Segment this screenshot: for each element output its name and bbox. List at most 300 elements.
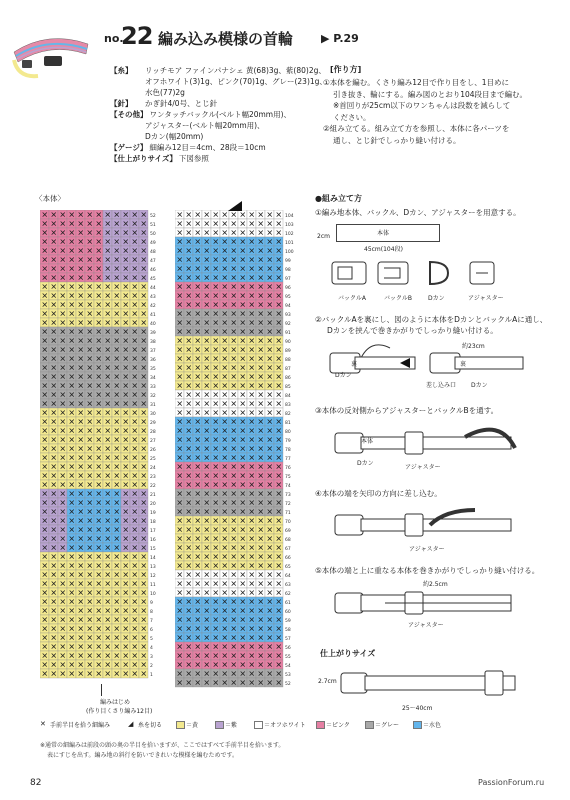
stitch-symbol: ✕ xyxy=(41,651,49,661)
stitch-symbol: ✕ xyxy=(212,552,220,562)
stitch-symbol: ✕ xyxy=(212,255,220,265)
row-number: 77 xyxy=(285,457,291,462)
stitch-symbol: ✕ xyxy=(176,453,184,463)
stitch-symbol: ✕ xyxy=(113,669,121,679)
stitch-symbol: ✕ xyxy=(257,525,265,535)
stitch-symbol: ✕ xyxy=(68,471,76,481)
stitch-symbol: ✕ xyxy=(239,408,247,418)
stitch-symbol: ✕ xyxy=(275,354,283,364)
row-number: 56 xyxy=(285,646,291,651)
assembly-step-2b: Dカンを挟んで巻きかがりでしっかり縫い付ける。 xyxy=(327,326,498,335)
chart-section-label: 〈本体〉 xyxy=(35,194,65,203)
stitch-symbol: ✕ xyxy=(176,588,184,598)
stitch-symbol: ✕ xyxy=(266,417,274,427)
stitch-symbol: ✕ xyxy=(122,642,130,652)
stitch-symbol: ✕ xyxy=(104,462,112,472)
stitch-symbol: ✕ xyxy=(86,597,94,607)
stitch-symbol: ✕ xyxy=(248,651,256,661)
stitch-symbol: ✕ xyxy=(185,210,193,220)
stitch-symbol: ✕ xyxy=(95,660,103,670)
stitch-symbol: ✕ xyxy=(212,327,220,337)
step2-length-label: 約23cm xyxy=(462,343,485,350)
stitch-symbol: ✕ xyxy=(68,561,76,571)
stitch-symbol: ✕ xyxy=(176,678,184,688)
stitch-symbol: ✕ xyxy=(50,498,58,508)
stitch-symbol: ✕ xyxy=(176,561,184,571)
stitch-symbol: ✕ xyxy=(203,327,211,337)
stitch-symbol: ✕ xyxy=(59,615,67,625)
stitch-symbol: ✕ xyxy=(50,255,58,265)
stitch-symbol: ✕ xyxy=(248,291,256,301)
stitch-symbol: ✕ xyxy=(176,633,184,643)
stitch-symbol: ✕ xyxy=(77,516,85,526)
stitch-symbol: ✕ xyxy=(104,642,112,652)
stitch-symbol: ✕ xyxy=(122,363,130,373)
stitch-symbol: ✕ xyxy=(203,453,211,463)
stitch-symbol: ✕ xyxy=(266,651,274,661)
stitch-symbol: ✕ xyxy=(68,390,76,400)
stitch-symbol: ✕ xyxy=(185,570,193,580)
stitch-symbol: ✕ xyxy=(77,552,85,562)
stitch-symbol: ✕ xyxy=(176,570,184,580)
stitch-symbol: ✕ xyxy=(239,444,247,454)
stitch-symbol: ✕ xyxy=(176,543,184,553)
stitch-symbol: ✕ xyxy=(50,606,58,616)
stitch-symbol: ✕ xyxy=(86,615,94,625)
stitch-symbol: ✕ xyxy=(95,669,103,679)
stitch-symbol: ✕ xyxy=(221,597,229,607)
instruction-line: 引き抜き、輪にする。編み図のとおり104段目まで編む。 xyxy=(333,89,528,99)
stitch-symbol: ✕ xyxy=(248,507,256,517)
stitch-symbol: ✕ xyxy=(239,507,247,517)
stitch-symbol: ✕ xyxy=(140,309,148,319)
stitch-symbol: ✕ xyxy=(50,462,58,472)
stitch-symbol: ✕ xyxy=(113,552,121,562)
stitch-symbol: ✕ xyxy=(239,318,247,328)
spec-value: Dカン(幅20mm) xyxy=(145,132,204,141)
stitch-symbol: ✕ xyxy=(203,462,211,472)
page-title: 編み込み模様の首輪 xyxy=(158,30,294,48)
stitch-symbol: ✕ xyxy=(113,246,121,256)
stitch-symbol: ✕ xyxy=(140,408,148,418)
stitch-symbol: ✕ xyxy=(95,291,103,301)
stitch-symbol: ✕ xyxy=(248,210,256,220)
row-number: 88 xyxy=(285,358,291,363)
stitch-symbol: ✕ xyxy=(275,390,283,400)
spec-value: オフホワイト(3)1g、ピンク(70)1g、グレー(23)1g、 xyxy=(145,77,327,86)
stitch-symbol: ✕ xyxy=(41,471,49,481)
stitch-symbol: ✕ xyxy=(95,588,103,598)
stitch-symbol: ✕ xyxy=(140,444,148,454)
row-number: 67 xyxy=(285,547,291,552)
spec-value: ワンタッチバックル(ベルト幅20mm用)、 xyxy=(149,110,292,119)
stitch-symbol: ✕ xyxy=(86,561,94,571)
stitch-symbol: ✕ xyxy=(113,354,121,364)
stitch-symbol: ✕ xyxy=(176,552,184,562)
stitch-symbol: ✕ xyxy=(185,435,193,445)
stitch-symbol: ✕ xyxy=(185,219,193,229)
stitch-symbol: ✕ xyxy=(77,291,85,301)
row-number: 59 xyxy=(285,619,291,624)
row-number: 51 xyxy=(150,223,156,228)
step2-back-label: 裏 xyxy=(351,361,358,368)
stitch-symbol: ✕ xyxy=(239,543,247,553)
stitch-symbol: ✕ xyxy=(86,462,94,472)
body-strip-label: 本体 xyxy=(377,230,390,237)
stitch-symbol: ✕ xyxy=(104,291,112,301)
stitch-symbol: ✕ xyxy=(86,291,94,301)
stitch-symbol: ✕ xyxy=(221,534,229,544)
stitch-symbol: ✕ xyxy=(140,327,148,337)
stitch-symbol: ✕ xyxy=(86,606,94,616)
stitch-symbol: ✕ xyxy=(212,471,220,481)
step2-sashikomi-label: 差し込み口 xyxy=(426,382,457,389)
stitch-symbol: ✕ xyxy=(122,444,130,454)
stitch-symbol: ✕ xyxy=(239,534,247,544)
stitch-symbol: ✕ xyxy=(203,579,211,589)
stitch-symbol: ✕ xyxy=(194,219,202,229)
stitch-symbol: ✕ xyxy=(185,561,193,571)
stitch-symbol: ✕ xyxy=(185,624,193,634)
stitch-symbol: ✕ xyxy=(257,444,265,454)
row-number: 92 xyxy=(285,322,291,327)
stitch-symbol: ✕ xyxy=(95,651,103,661)
stitch-symbol: ✕ xyxy=(212,390,220,400)
stitch-symbol: ✕ xyxy=(203,399,211,409)
stitch-symbol: ✕ xyxy=(185,597,193,607)
row-number: 100 xyxy=(285,250,294,255)
stitch-symbol: ✕ xyxy=(122,552,130,562)
stitch-symbol: ✕ xyxy=(104,435,112,445)
stitch-symbol: ✕ xyxy=(221,516,229,526)
stitch-symbol: ✕ xyxy=(140,606,148,616)
stitch-symbol: ✕ xyxy=(140,588,148,598)
stitch-symbol: ✕ xyxy=(131,273,139,283)
legend-text: 手前半目を拾う細編み xyxy=(50,722,111,729)
stitch-symbol: ✕ xyxy=(86,651,94,661)
stitch-symbol: ✕ xyxy=(77,651,85,661)
instruction-line: ①本体を編む。くさり編み12目で作り目をし、1目めに xyxy=(323,78,510,87)
stitch-symbol: ✕ xyxy=(59,570,67,580)
row-number: 58 xyxy=(285,628,291,633)
stitch-symbol: ✕ xyxy=(113,588,121,598)
row-number: 57 xyxy=(285,637,291,642)
stitch-symbol: ✕ xyxy=(122,561,130,571)
stitch-symbol: ✕ xyxy=(104,408,112,418)
stitch-symbol: ✕ xyxy=(239,327,247,337)
stitch-symbol: ✕ xyxy=(41,273,49,283)
stitch-symbol: ✕ xyxy=(140,345,148,355)
stitch-symbol: ✕ xyxy=(131,624,139,634)
stitch-symbol: ✕ xyxy=(86,489,94,499)
row-number: 53 xyxy=(285,673,291,678)
stitch-symbol: ✕ xyxy=(41,417,49,427)
stitch-symbol: ✕ xyxy=(122,489,130,499)
stitch-symbol: ✕ xyxy=(59,219,67,229)
stitch-symbol: ✕ xyxy=(248,444,256,454)
stitch-symbol: ✕ xyxy=(50,570,58,580)
stitch-symbol: ✕ xyxy=(131,507,139,517)
stitch-symbol: ✕ xyxy=(77,660,85,670)
stitch-symbol: ✕ xyxy=(257,255,265,265)
stitch-symbol: ✕ xyxy=(59,255,67,265)
stitch-symbol: ✕ xyxy=(257,588,265,598)
stitch-symbol: ✕ xyxy=(104,273,112,283)
stitch-symbol: ✕ xyxy=(131,552,139,562)
stitch-symbol: ✕ xyxy=(59,318,67,328)
stitch-symbol: ✕ xyxy=(86,660,94,670)
row-number: 22 xyxy=(150,484,156,489)
row-number: 52 xyxy=(285,682,291,687)
stitch-symbol: ✕ xyxy=(230,426,238,436)
stitch-symbol: ✕ xyxy=(194,318,202,328)
stitch-symbol: ✕ xyxy=(68,426,76,436)
stitch-symbol: ✕ xyxy=(68,642,76,652)
stitch-symbol: ✕ xyxy=(77,534,85,544)
stitch-symbol: ✕ xyxy=(140,471,148,481)
cut-yarn-marker-icon xyxy=(228,201,242,211)
stitch-symbol: ✕ xyxy=(50,543,58,553)
stitch-symbol: ✕ xyxy=(50,219,58,229)
stitch-symbol: ✕ xyxy=(176,309,184,319)
stitch-symbol: ✕ xyxy=(122,453,130,463)
stitch-symbol: ✕ xyxy=(104,615,112,625)
stitch-symbol: ✕ xyxy=(266,435,274,445)
stitch-symbol: ✕ xyxy=(203,291,211,301)
stitch-symbol: ✕ xyxy=(230,255,238,265)
stitch-symbol: ✕ xyxy=(275,633,283,643)
stitch-symbol: ✕ xyxy=(59,498,67,508)
stitch-symbol: ✕ xyxy=(122,228,130,238)
stitch-symbol: ✕ xyxy=(230,642,238,652)
stitch-symbol: ✕ xyxy=(41,327,49,337)
stitch-symbol: ✕ xyxy=(104,228,112,238)
stitch-symbol: ✕ xyxy=(41,435,49,445)
stitch-symbol: ✕ xyxy=(95,435,103,445)
stitch-symbol: ✕ xyxy=(248,264,256,274)
stitch-symbol: ✕ xyxy=(212,408,220,418)
stitch-symbol: ✕ xyxy=(131,462,139,472)
stitch-symbol: ✕ xyxy=(50,381,58,391)
row-number: 4 xyxy=(150,646,153,651)
stitch-symbol: ✕ xyxy=(185,345,193,355)
stitch-symbol: ✕ xyxy=(95,579,103,589)
stitch-symbol: ✕ xyxy=(113,273,121,283)
stitch-symbol: ✕ xyxy=(275,345,283,355)
stitch-symbol: ✕ xyxy=(41,318,49,328)
stitch-symbol: ✕ xyxy=(221,579,229,589)
stitch-symbol: ✕ xyxy=(185,660,193,670)
stitch-symbol: ✕ xyxy=(176,462,184,472)
stitch-symbol: ✕ xyxy=(239,363,247,373)
row-number: 68 xyxy=(285,538,291,543)
stitch-symbol: ✕ xyxy=(212,597,220,607)
stitch-symbol: ✕ xyxy=(185,669,193,679)
stitch-symbol: ✕ xyxy=(59,507,67,517)
stitch-symbol: ✕ xyxy=(68,291,76,301)
stitch-symbol: ✕ xyxy=(248,273,256,283)
stitch-symbol: ✕ xyxy=(104,390,112,400)
stitch-symbol: ✕ xyxy=(50,345,58,355)
stitch-symbol: ✕ xyxy=(122,462,130,472)
stitch-symbol: ✕ xyxy=(131,237,139,247)
stitch-symbol: ✕ xyxy=(140,651,148,661)
stitch-symbol: ✕ xyxy=(212,291,220,301)
stitch-symbol: ✕ xyxy=(68,489,76,499)
stitch-symbol: ✕ xyxy=(41,525,49,535)
stitch-symbol: ✕ xyxy=(77,561,85,571)
legend-swatch xyxy=(316,721,325,729)
stitch-symbol: ✕ xyxy=(131,588,139,598)
stitch-symbol: ✕ xyxy=(203,300,211,310)
stitch-symbol: ✕ xyxy=(122,282,130,292)
stitch-symbol: ✕ xyxy=(239,273,247,283)
stitch-symbol: ✕ xyxy=(185,462,193,472)
stitch-symbol: ✕ xyxy=(275,435,283,445)
stitch-symbol: ✕ xyxy=(275,660,283,670)
stitch-symbol: ✕ xyxy=(104,597,112,607)
stitch-symbol: ✕ xyxy=(239,417,247,427)
stitch-symbol: ✕ xyxy=(41,624,49,634)
stitch-symbol: ✕ xyxy=(221,426,229,436)
stitch-symbol: ✕ xyxy=(212,462,220,472)
stitch-symbol: ✕ xyxy=(230,579,238,589)
stitch-symbol: ✕ xyxy=(86,381,94,391)
row-number: 95 xyxy=(285,295,291,300)
stitch-symbol: ✕ xyxy=(50,651,58,661)
stitch-symbol: ✕ xyxy=(194,471,202,481)
stitch-symbol: ✕ xyxy=(230,516,238,526)
stitch-symbol: ✕ xyxy=(176,642,184,652)
stitch-symbol: ✕ xyxy=(221,642,229,652)
stitch-symbol: ✕ xyxy=(275,624,283,634)
stitch-symbol: ✕ xyxy=(104,417,112,427)
stitch-symbol: ✕ xyxy=(212,273,220,283)
stitch-symbol: ✕ xyxy=(176,399,184,409)
stitch-symbol: ✕ xyxy=(140,543,148,553)
stitch-symbol: ✕ xyxy=(131,453,139,463)
stitch-symbol: ✕ xyxy=(68,327,76,337)
spec-label: 【ゲージ】 xyxy=(110,143,148,152)
chart-start-note: (作り目くさり編み12目) xyxy=(86,708,153,715)
stitch-symbol: ✕ xyxy=(113,660,121,670)
stitch-symbol: ✕ xyxy=(41,309,49,319)
stitch-symbol: ✕ xyxy=(203,219,211,229)
stitch-symbol: ✕ xyxy=(194,462,202,472)
row-number: 7 xyxy=(150,619,153,624)
stitch-symbol: ✕ xyxy=(68,264,76,274)
row-number: 82 xyxy=(285,412,291,417)
stitch-symbol: ✕ xyxy=(95,525,103,535)
stitch-symbol: ✕ xyxy=(86,300,94,310)
stitch-symbol: ✕ xyxy=(248,498,256,508)
finish-length-label: 25〜40cm xyxy=(402,705,433,712)
part-label: アジャスター xyxy=(468,295,504,302)
stitch-symbol: ✕ xyxy=(131,255,139,265)
stitch-symbol: ✕ xyxy=(275,471,283,481)
stitch-symbol: ✕ xyxy=(239,471,247,481)
stitch-symbol: ✕ xyxy=(68,552,76,562)
row-number: 2 xyxy=(150,664,153,669)
stitch-symbol: ✕ xyxy=(239,345,247,355)
stitch-symbol: ✕ xyxy=(248,345,256,355)
stitch-symbol: ✕ xyxy=(59,525,67,535)
stitch-symbol: ✕ xyxy=(104,579,112,589)
stitch-symbol: ✕ xyxy=(113,300,121,310)
stitch-symbol: ✕ xyxy=(104,534,112,544)
stitch-symbol: ✕ xyxy=(86,471,94,481)
collar-photo xyxy=(8,30,94,82)
stitch-symbol: ✕ xyxy=(95,471,103,481)
stitch-symbol: ✕ xyxy=(131,345,139,355)
stitch-symbol: ✕ xyxy=(140,570,148,580)
stitch-symbol: ✕ xyxy=(59,660,67,670)
stitch-symbol: ✕ xyxy=(68,543,76,553)
stitch-symbol: ✕ xyxy=(95,228,103,238)
stitch-symbol: ✕ xyxy=(257,642,265,652)
spec-label: 【針】 xyxy=(110,99,133,108)
stitch-symbol: ✕ xyxy=(68,507,76,517)
stitch-symbol: ✕ xyxy=(95,354,103,364)
row-number: 12 xyxy=(150,574,156,579)
stitch-symbol: ✕ xyxy=(248,516,256,526)
stitch-symbol: ✕ xyxy=(266,219,274,229)
stitch-symbol: ✕ xyxy=(230,633,238,643)
stitch-symbol: ✕ xyxy=(176,255,184,265)
stitch-symbol: ✕ xyxy=(86,264,94,274)
stitch-symbol: ✕ xyxy=(50,300,58,310)
row-number: 78 xyxy=(285,448,291,453)
stitch-symbol: ✕ xyxy=(122,399,130,409)
stitch-symbol: ✕ xyxy=(275,381,283,391)
instruction-line: ②組み立てる。組み立て方を参照し、本体に各パーツを xyxy=(323,124,510,133)
stitch-symbol: ✕ xyxy=(194,525,202,535)
parts-diagram xyxy=(330,256,520,292)
stitch-symbol: ✕ xyxy=(239,678,247,688)
stitch-symbol: ✕ xyxy=(257,615,265,625)
stitch-symbol: ✕ xyxy=(122,255,130,265)
stitch-symbol: ✕ xyxy=(257,237,265,247)
stitch-symbol: ✕ xyxy=(95,453,103,463)
stitch-symbol: ✕ xyxy=(77,570,85,580)
spec-label: 【仕上がりサイズ】 xyxy=(110,154,177,163)
stitch-symbol: ✕ xyxy=(41,426,49,436)
stitch-symbol: ✕ xyxy=(266,624,274,634)
stitch-symbol: ✕ xyxy=(248,552,256,562)
stitch-symbol: ✕ xyxy=(140,246,148,256)
stitch-symbol: ✕ xyxy=(113,255,121,265)
stitch-symbol: ✕ xyxy=(50,318,58,328)
stitch-symbol: ✕ xyxy=(212,336,220,346)
row-number: 43 xyxy=(150,295,156,300)
stitch-symbol: ✕ xyxy=(239,624,247,634)
stitch-symbol: ✕ xyxy=(248,462,256,472)
stitch-symbol: ✕ xyxy=(212,543,220,553)
stitch-symbol: ✕ xyxy=(68,534,76,544)
stitch-symbol: ✕ xyxy=(239,561,247,571)
stitch-symbol: ✕ xyxy=(104,381,112,391)
stitch-symbol: ✕ xyxy=(104,660,112,670)
stitch-symbol: ✕ xyxy=(257,408,265,418)
stitch-symbol: ✕ xyxy=(230,498,238,508)
stitch-symbol: ✕ xyxy=(68,300,76,310)
stitch-symbol: ✕ xyxy=(176,498,184,508)
row-number: 65 xyxy=(285,565,291,570)
stitch-symbol: ✕ xyxy=(194,480,202,490)
stitch-symbol: ✕ xyxy=(176,435,184,445)
stitch-symbol: ✕ xyxy=(248,642,256,652)
stitch-symbol: ✕ xyxy=(230,561,238,571)
